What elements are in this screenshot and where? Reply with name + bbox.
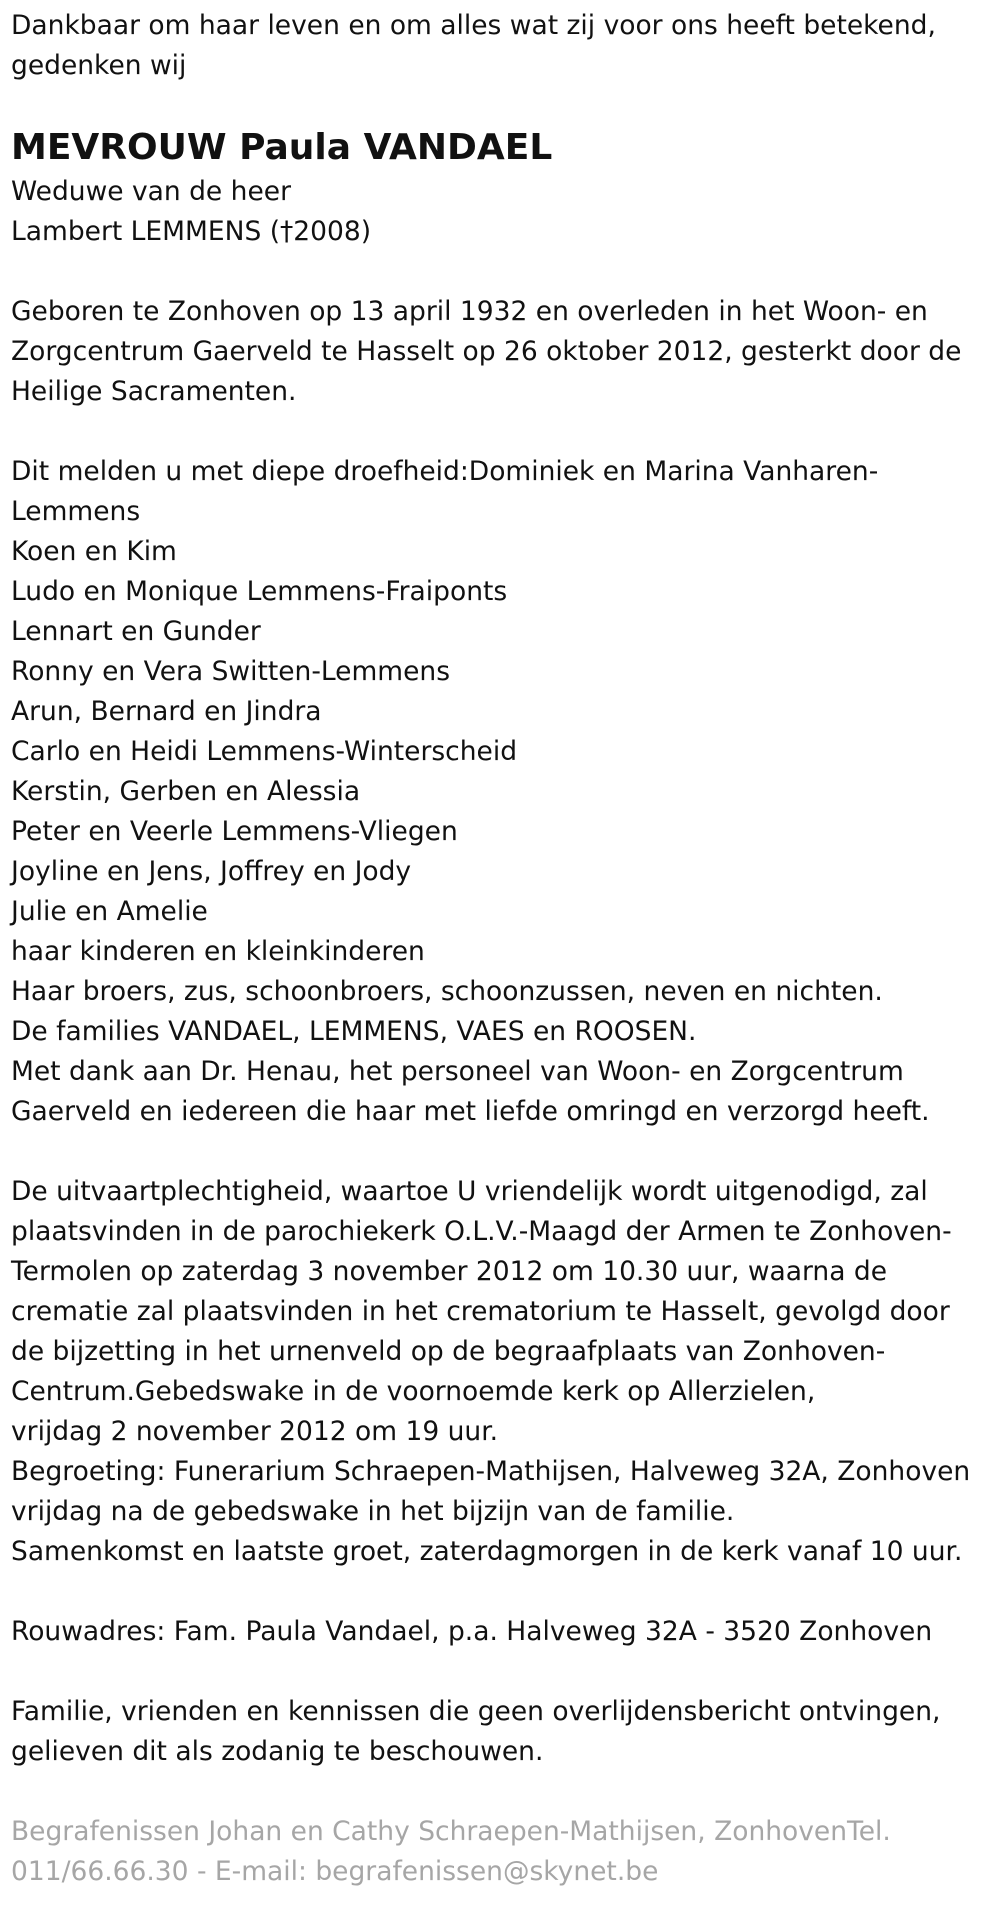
intro-paragraph xyxy=(11,6,991,86)
spouse-line: Lambert LEMMENS (†2008) xyxy=(11,216,372,247)
family-line: Peter en Veerle Lemmens-Vliegen xyxy=(11,816,458,847)
family-line: Julie en Amelie xyxy=(11,896,208,927)
ceremony-line: Centrum.Gebedswake in de voornoemde kerk op Allerzielen, xyxy=(11,1376,816,1407)
intro-line: Dankbaar om haar leven en om alles wat zij voor ons heeft betekend, xyxy=(11,10,936,41)
notice-line: Familie, vrienden en kennissen die geen overlijdensbericht ontvingen, xyxy=(11,1696,941,1727)
family-line: Joyline en Jens, Joffrey en Jody xyxy=(11,856,412,887)
intro-line: gedenken wij xyxy=(11,50,187,81)
ceremony-line: Termolen op zaterdag 3 november 2012 om 10.30 uur, waarna de xyxy=(11,1256,888,1287)
family-line: Carlo en Heidi Lemmens-Winterscheid xyxy=(11,736,518,767)
birth-death-line: Zorgcentrum Gaerveld te Hasselt op 26 oktober 2012, gesterkt door de xyxy=(11,336,962,367)
family-line: Ronny en Vera Switten-Lemmens xyxy=(11,656,451,687)
family-paragraph xyxy=(11,452,991,1132)
ceremony-line: vrijdag na de gebedswake in het bijzijn van de familie. xyxy=(11,1496,735,1527)
family-line: Lemmens xyxy=(11,496,141,527)
mourning-address: Rouwadres: Fam. Paula Vandael, p.a. Halveweg 32A - 3520 Zonhoven xyxy=(11,1616,933,1647)
notice-line: gelieven dit als zodanig te beschouwen. xyxy=(11,1736,544,1767)
family-line: Dit melden u met diepe droefheid:Dominiek en Marina Vanharen- xyxy=(11,456,879,487)
family-line: Kerstin, Gerben en Alessia xyxy=(11,776,361,807)
family-line: Haar broers, zus, schoonbroers, schoonzussen, neven en nichten. xyxy=(11,976,883,1007)
family-line: Met dank aan Dr. Henau, het personeel van Woon- en Zorgcentrum xyxy=(11,1056,904,1087)
family-line: Arun, Bernard en Jindra xyxy=(11,696,322,727)
ceremony-line: vrijdag 2 november 2012 om 19 uur. xyxy=(11,1416,499,1447)
footer-line: Begrafenissen Johan en Cathy Schraepen-Mathijsen, ZonhovenTel. xyxy=(11,1816,891,1847)
address-paragraph xyxy=(11,1612,991,1652)
birth-death-paragraph xyxy=(11,292,991,412)
family-line: De families VANDAEL, LEMMENS, VAES en ROOSEN. xyxy=(11,1016,697,1047)
spouse-paragraph xyxy=(11,172,991,252)
funeral-home-footer xyxy=(11,1812,991,1892)
family-line: Gaerveld en iedereen die haar met liefde omringd en verzorgd heeft. xyxy=(11,1096,930,1127)
footer-line: 011/66.66.30 - E-mail: begrafenissen@skynet.be xyxy=(11,1856,659,1887)
family-line: Lennart en Gunder xyxy=(11,616,261,647)
ceremony-line: crematie zal plaatsvinden in het crematorium te Hasselt, gevolgd door xyxy=(11,1296,950,1327)
deceased-name: MEVROUW Paula VANDAEL xyxy=(11,127,553,168)
notice-paragraph xyxy=(11,1692,991,1772)
ceremony-line: De uitvaartplechtigheid, waartoe U vriendelijk wordt uitgenodigd, zal xyxy=(11,1176,928,1207)
ceremony-line: Samenkomst en laatste groet, zaterdagmorgen in de kerk vanaf 10 uur. xyxy=(11,1536,963,1567)
obituary-notice xyxy=(11,6,991,1892)
ceremony-line: de bijzetting in het urnenveld op de begraafplaats van Zonhoven- xyxy=(11,1336,886,1367)
ceremony-line: Begroeting: Funerarium Schraepen-Mathijsen, Halveweg 32A, Zonhoven xyxy=(11,1456,971,1487)
family-line: Ludo en Monique Lemmens-Fraiponts xyxy=(11,576,508,607)
family-line: haar kinderen en kleinkinderen xyxy=(11,936,425,967)
spouse-line: Weduwe van de heer xyxy=(11,176,291,207)
ceremony-line: plaatsvinden in de parochiekerk O.L.V.-Maagd der Armen te Zonhoven- xyxy=(11,1216,952,1247)
birth-death-line: Geboren te Zonhoven op 13 april 1932 en overleden in het Woon- en xyxy=(11,296,928,327)
ceremony-paragraph xyxy=(11,1172,991,1572)
family-line: Koen en Kim xyxy=(11,536,177,567)
birth-death-line: Heilige Sacramenten. xyxy=(11,376,297,407)
